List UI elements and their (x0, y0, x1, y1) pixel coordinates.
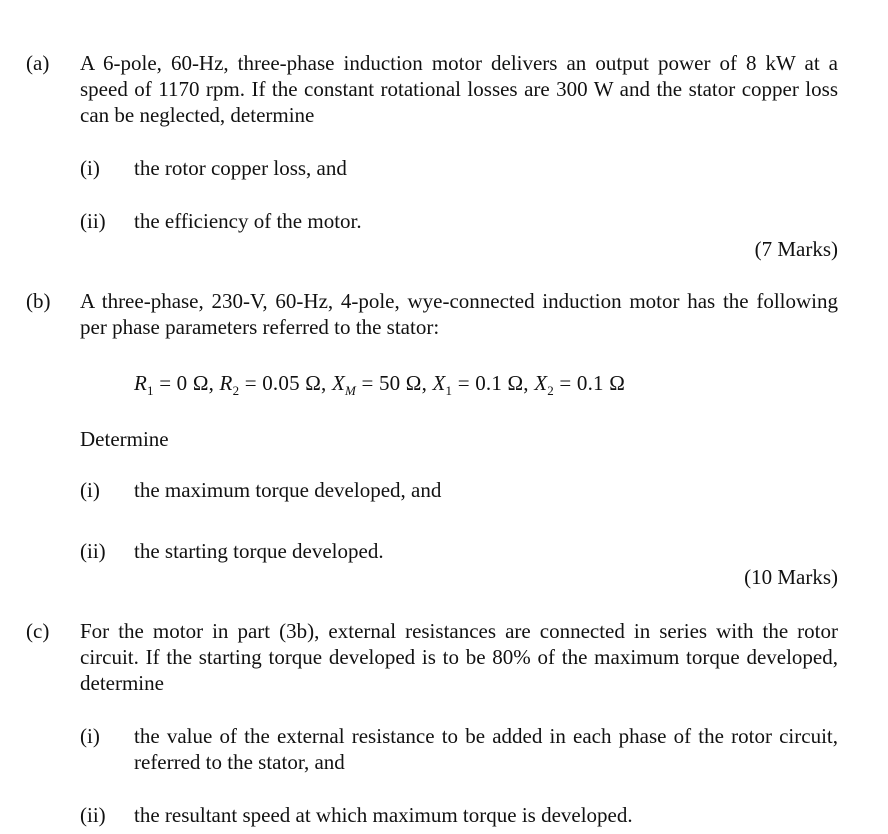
part-c-item-2-text: the resultant speed at which maximum torque is developed. (134, 803, 633, 827)
part-c-label: (c) (26, 619, 50, 643)
part-a-item-2-label: (ii) (80, 209, 106, 233)
x1-value: = 0.1 Ω, (457, 371, 529, 395)
part-b-label: (b) (26, 289, 51, 313)
x2-value: = 0.1 Ω (559, 371, 626, 395)
part-b-determine: Determine (80, 427, 169, 451)
part-a-item-1-label: (i) (80, 156, 100, 180)
part-a-text: A 6-pole, 60-Hz, three-phase induction motor delivers an output power of 8 kW at a speed of 1170 rpm. If the constant rotational losses are 300 W and the stator copper loss can be neglected, determine (80, 51, 838, 127)
xm-value: = 50 Ω, (361, 371, 428, 395)
part-c-text: For the motor in part (3b), external resistances are connected in series with the rotor circuit. If the starting torque developed is to be 80% of the maximum torque developed, determine (80, 619, 838, 695)
part-c-item-2-label: (ii) (80, 803, 106, 827)
part-a-item-1-text: the rotor copper loss, and (134, 156, 347, 180)
parameter-equation: $R_1 = 0$ Ω, $R_2 = 0.05$ Ω, $X_M = 50$ Ω, $X_1 = 0.1$ Ω, $X_2 = 0.1$ Ω (134, 371, 626, 398)
part-a-item-2-text: the efficiency of the motor. (134, 209, 362, 233)
r2-value: = 0.05 Ω, (244, 371, 327, 395)
part-a-marks: (7 Marks) (754, 237, 838, 261)
part-b-item-2-label: (ii) (80, 539, 106, 563)
part-a-label: (a) (26, 51, 50, 75)
part-c-item-1-label: (i) (80, 724, 100, 748)
part-b-marks: (10 Marks) (744, 565, 838, 589)
part-b-text: A three-phase, 230-V, 60-Hz, 4-pole, wye-connected induction motor has the following per phase parameters referred to the stator: (80, 289, 838, 339)
part-b-item-1-text: the maximum torque developed, and (134, 478, 442, 502)
part-b-item-1-label: (i) (80, 478, 100, 502)
r1-value: = 0 Ω, (159, 371, 215, 395)
part-c-item-1-text: the value of the external resistance to be added in each phase of the rotor circuit, referred to the stator, and (134, 724, 838, 774)
part-b-item-2-text: the starting torque developed. (134, 539, 384, 563)
